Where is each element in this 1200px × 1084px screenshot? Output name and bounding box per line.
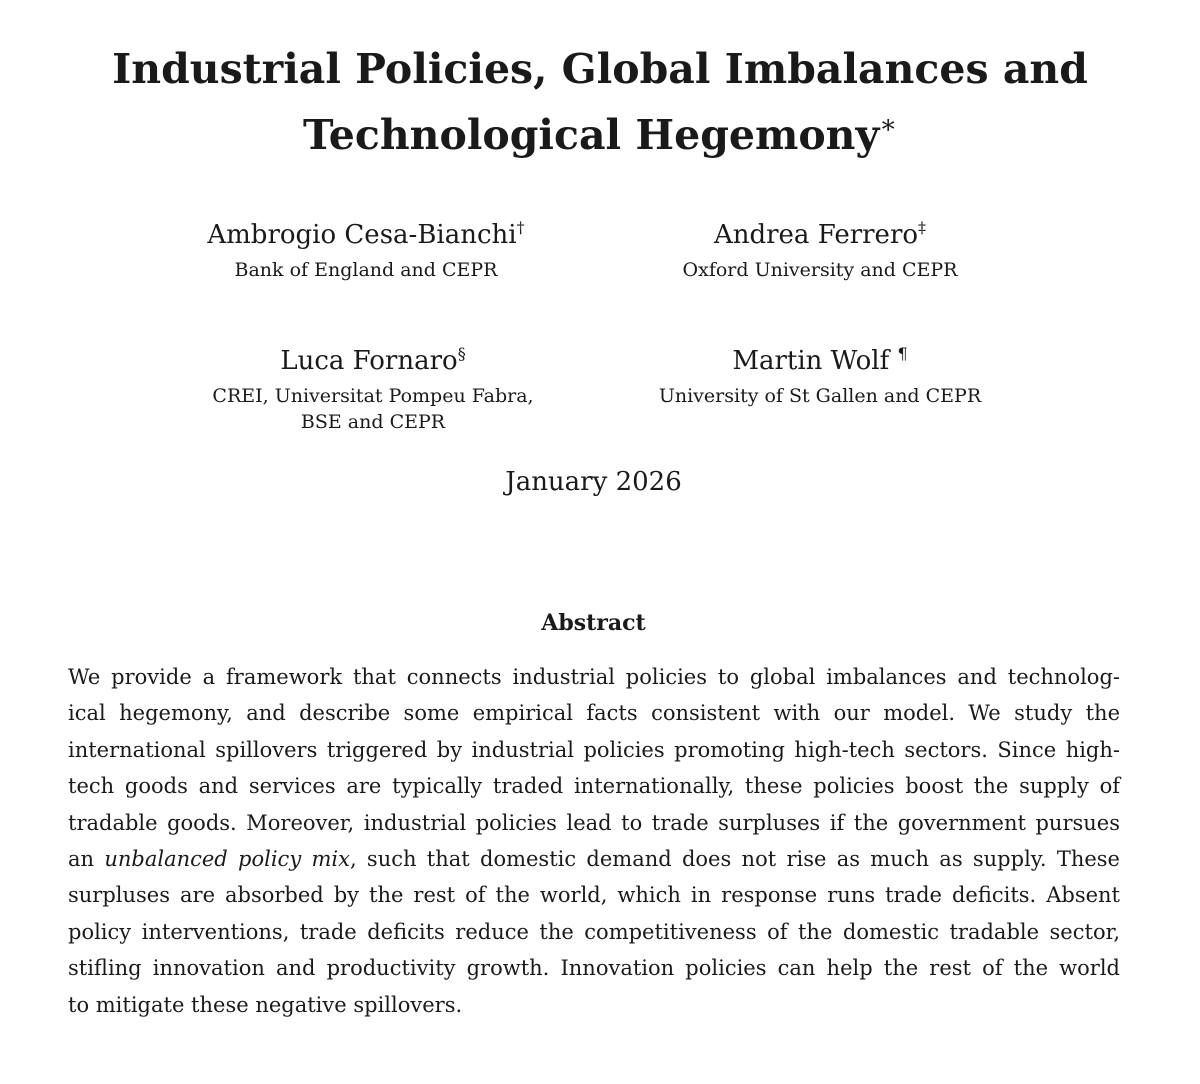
abstract-text [68,659,1120,1023]
author-block-ferrero [590,219,1050,283]
abstract-emphasis: unbalanced policy mix [104,847,350,872]
author-name: Andrea Ferrero‡ [713,218,927,250]
author-name: Ambrogio Cesa-Bianchi† [207,218,525,250]
author-footnote-mark: § [457,344,466,363]
author-affiliation: Oxford University and CEPR [682,259,958,281]
title-footnote-mark: ∗ [879,110,897,140]
title-line-2: Technological Hegemony [303,111,880,159]
abstract-line: policy interventions, trade deficits reduce the competitiveness of the domestic tradable sector, [68,919,1120,944]
publication-date: January 2026 [505,467,682,497]
abstract-line: stifling innovation and productivity growth. Innovation policies can help the rest of the world [68,956,1120,981]
author-block-fornaro [143,345,603,435]
abstract-heading: Abstract [541,610,646,636]
author-affiliation: University of St Gallen and CEPR [658,385,982,407]
author-name: Martin Wolf ¶ [732,344,908,376]
abstract-line: tradable goods. Moreover, industrial policies lead to trade surpluses if the government pursues [68,810,1120,835]
abstract-line: ical hegemony, and describe some empirical facts consistent with our model. We study the [68,701,1120,726]
paper-title [0,36,1200,168]
author-footnote-mark: † [516,218,525,237]
abstract-line: an unbalanced policy mix, such that domestic demand does not rise as much as supply. These [68,847,1120,872]
abstract-line: tech goods and services are typically traded internationally, these policies boost the supply of [68,774,1120,799]
affiliation-line-2: BSE and CEPR [300,411,446,433]
author-block-wolf [590,345,1050,409]
abstract-line: to mitigate these negative spillovers. [68,992,463,1017]
author-name: Luca Fornaro§ [280,344,466,376]
abstract-line: surpluses are absorbed by the rest of the world, which in response runs trade deficits. Absent [68,883,1120,908]
abstract-line: We provide a framework that connects industrial policies to global imbalances and technolog- [68,665,1120,689]
author-footnote-mark: ‡ [918,218,927,237]
title-line-1: Industrial Policies, Global Imbalances and [112,45,1088,93]
abstract-line: international spillovers triggered by industrial policies promoting high-tech sectors. Since high- [68,737,1120,762]
author-block-cesa-bianchi [136,219,596,283]
author-affiliation: Bank of England and CEPR [234,259,498,281]
affiliation-line-1: CREI, Universitat Pompeu Fabra, [212,385,534,407]
author-footnote-mark: ¶ [897,344,908,363]
author-affiliation [173,383,573,435]
